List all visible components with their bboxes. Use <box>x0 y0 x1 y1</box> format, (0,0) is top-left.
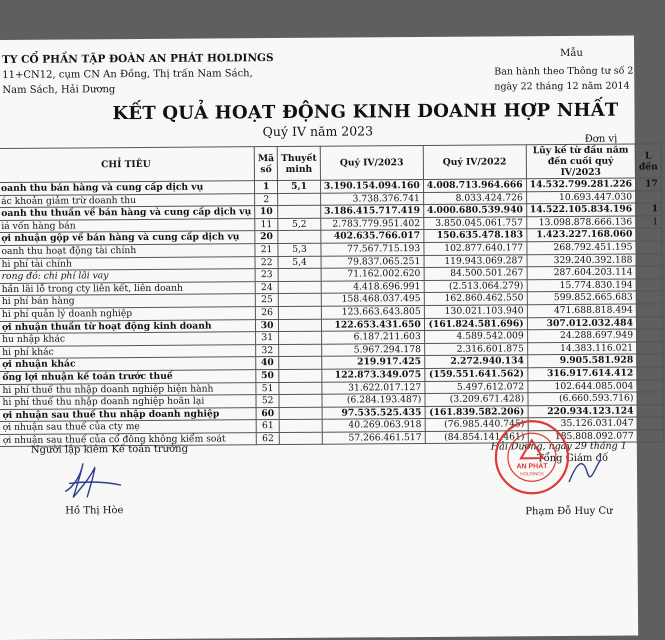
row-indicator: hi phí tài chính <box>0 256 255 270</box>
ceo-name: Phạm Đỗ Huy Cư <box>525 505 613 518</box>
row-q4-2022: 162.860.462.550 <box>424 292 527 305</box>
row-ytd-2023: 24.288.697.949 <box>527 329 636 342</box>
row-q4-2022: (2.513.064.279) <box>424 280 527 293</box>
preparer-signature <box>59 457 129 501</box>
company-address-line2: Nam Sách, Hải Dương <box>2 84 116 96</box>
row-indicator: ổng lợi nhuận kế toán trước thuế <box>0 370 256 384</box>
row-q4-2022: 4.008.713.964.666 <box>423 179 526 192</box>
row-code: 1 <box>255 181 278 194</box>
row-q4-2023: 5.967.294.178 <box>321 343 424 356</box>
row-q4-2022: 3.850.045.061.757 <box>423 217 526 230</box>
preparer-name: Hồ Thị Hòe <box>65 505 124 517</box>
row-q4-2023: (6.284.193.487) <box>322 394 425 407</box>
row-ytd-prev <box>637 392 663 405</box>
row-q4-2023: 57.266.461.517 <box>322 431 425 444</box>
row-code: 30 <box>256 319 279 332</box>
row-code: 2 <box>255 193 278 206</box>
row-code: 26 <box>255 306 278 319</box>
row-code: 51 <box>256 382 279 395</box>
row-q4-2023: 122.873.349.075 <box>322 368 425 381</box>
row-ytd-prev <box>636 279 662 292</box>
row-ytd-2023: 185.808.092.077 <box>528 430 637 443</box>
row-q4-2023: 71.162.002.620 <box>321 268 424 281</box>
row-ytd-prev <box>636 266 662 279</box>
row-note <box>278 294 321 307</box>
row-ytd-prev: 1 <box>636 216 662 229</box>
row-indicator: hi phí thuế thu nhập doanh nghiệp hiện hành <box>0 382 256 396</box>
row-q4-2022: 2.316.601.875 <box>424 343 527 356</box>
row-note: 5,2 <box>278 218 321 231</box>
row-code: 60 <box>256 407 279 420</box>
row-ytd-2023: 102.644.085.004 <box>528 380 637 393</box>
company-name: TY CỔ PHẦN TẬP ĐOÀN AN PHÁT HOLDINGS <box>2 52 274 66</box>
row-q4-2022: (76.985.440.745) <box>425 418 528 431</box>
row-q4-2022: 4.000.680.539.940 <box>423 204 526 217</box>
form-code: Mẫu <box>560 47 583 60</box>
row-indicator: oanh thu hoạt động tài chính <box>0 244 255 258</box>
row-note <box>278 205 321 218</box>
row-q4-2022: 84.500.501.267 <box>424 267 527 280</box>
row-code: 52 <box>256 395 279 408</box>
row-note <box>279 331 322 344</box>
row-code: 22 <box>255 256 278 269</box>
row-q4-2023: 158.468.037.495 <box>321 293 424 306</box>
row-note <box>279 319 322 332</box>
row-ytd-2023: 287.604.203.114 <box>527 266 636 279</box>
company-address-line1: 11+CN12, cụm CN An Đồng, Thị trấn Nam Sách, <box>2 68 253 81</box>
row-note <box>278 281 321 294</box>
row-indicator: ợi nhuận khác <box>0 357 256 371</box>
row-note <box>278 231 321 244</box>
row-q4-2022: 4.589.542.009 <box>424 330 527 343</box>
row-code: 62 <box>256 432 279 445</box>
header-note: Thuyết minh <box>277 146 320 180</box>
row-indicator: hu nhập khác <box>0 332 256 346</box>
row-code: 25 <box>255 294 278 307</box>
row-indicator: oanh thu thuần về bán hàng và cung cấp dịch vụ <box>0 206 255 220</box>
row-indicator: hi phí thuế thu nhập doanh nghiệp hoãn lại <box>0 395 256 409</box>
row-ytd-prev <box>636 228 662 241</box>
row-ytd-prev <box>636 253 662 266</box>
ceo-title: Tổng Giám đố <box>536 452 609 465</box>
row-ytd-2023: 471.688.818.494 <box>527 304 636 317</box>
report-title: KẾT QUẢ HOẠT ĐỘNG KINH DOANH HỢP NHẤT <box>112 99 619 125</box>
row-q4-2022: 102.877.640.177 <box>424 242 527 255</box>
row-q4-2023: 4.418.696.991 <box>321 280 424 293</box>
row-ytd-prev <box>636 241 662 254</box>
row-ytd-2023: 599.852.665.683 <box>527 291 636 304</box>
header-ytd-prev: L đến <box>635 144 661 178</box>
row-ytd-2023: 1.423.227.168.060 <box>526 228 635 241</box>
row-note <box>279 344 322 357</box>
row-code: 11 <box>255 218 278 231</box>
circular-date: ngày 22 tháng 12 năm 2014 <box>494 80 630 93</box>
row-q4-2023: 6.187.211.603 <box>321 331 424 344</box>
row-q4-2023: 77.567.715.193 <box>321 242 424 255</box>
row-q4-2023: 2.783.779.951.402 <box>321 217 424 230</box>
row-ytd-prev <box>637 405 663 418</box>
row-ytd-2023: 35.126.031.047 <box>528 417 637 430</box>
row-ytd-prev <box>636 316 662 329</box>
row-ytd-prev: 17 <box>635 178 661 191</box>
row-q4-2022: (161.839.582.206) <box>425 405 528 418</box>
row-indicator: ợi nhuận sau thuế của cổ đông không kiểm soát <box>0 433 256 447</box>
row-note <box>278 268 321 281</box>
row-ytd-2023: 10.693.447.030 <box>526 191 635 204</box>
row-ytd-prev <box>636 329 662 342</box>
company-seal <box>493 418 572 497</box>
row-ytd-prev <box>636 304 662 317</box>
row-code: 32 <box>256 344 279 357</box>
row-ytd-2023: 329.240.392.188 <box>527 254 636 267</box>
row-indicator: ác khoản giảm trừ doanh thu <box>0 193 255 207</box>
row-q4-2022: 8.033.424.726 <box>423 191 526 204</box>
row-code: 61 <box>256 420 279 433</box>
row-q4-2022: (3.209.671.428) <box>425 393 528 406</box>
row-code: 40 <box>256 357 279 370</box>
circular-reference: Ban hành theo Thông tư số 2 <box>494 65 634 78</box>
row-note <box>279 369 322 382</box>
row-q4-2023: 219.917.425 <box>322 356 425 369</box>
row-ytd-prev <box>636 291 662 304</box>
row-indicator: iá vốn hàng bán <box>0 218 255 232</box>
row-q4-2023: 79.837.065.251 <box>321 255 424 268</box>
row-ytd-2023: 316.917.614.412 <box>527 367 636 380</box>
row-note <box>278 193 321 206</box>
row-q4-2023: 3.190.154.094.160 <box>320 180 423 193</box>
row-code: 23 <box>255 269 278 282</box>
header-q4-2023: Quý IV/2023 <box>320 146 423 181</box>
row-q4-2022: (161.824.581.696) <box>424 317 527 330</box>
table-header-row <box>0 144 661 183</box>
row-note <box>279 306 322 319</box>
row-ytd-prev <box>637 354 663 367</box>
header-ytd-2023: Lũy kế từ đầu năm đến cuối quý IV/2023 <box>526 144 636 179</box>
row-q4-2022: 2.272.940.134 <box>424 355 527 368</box>
row-note <box>279 382 322 395</box>
row-ytd-2023: 9.905.581.928 <box>527 354 636 367</box>
row-q4-2023: 402.635.766.017 <box>321 230 424 243</box>
row-ytd-2023: 14.532.799.281.226 <box>526 178 635 191</box>
row-q4-2023: 123.663.643.805 <box>321 305 424 318</box>
row-q4-2022: 150.635.478.183 <box>424 229 527 242</box>
row-q4-2023: 3.186.415.717.419 <box>321 205 424 218</box>
row-indicator: ợi nhuận gộp về bán hàng và cung cấp dịch vụ <box>0 231 255 245</box>
header-code: Mã số <box>254 147 277 181</box>
row-indicator: ợi nhuận sau thuế của cty mẹ <box>0 420 256 434</box>
row-ytd-prev <box>637 342 663 355</box>
row-indicator: hi phí bán hàng <box>0 294 255 308</box>
row-ytd-2023: 268.792.451.195 <box>527 241 636 254</box>
header-indicator: CHỈ TIÊU <box>0 147 255 183</box>
row-indicator: hi phí khác <box>0 344 256 358</box>
row-note: 5,4 <box>278 256 321 269</box>
row-note <box>279 394 322 407</box>
header-q4-2022: Quý IV/2022 <box>423 145 526 180</box>
row-ytd-prev <box>637 367 663 380</box>
row-note <box>279 432 322 445</box>
row-code: 31 <box>256 332 279 345</box>
row-indicator: rong đó: chi phí lãi vay <box>0 269 255 283</box>
row-ytd-2023: 14.383.116.021 <box>527 342 636 355</box>
row-ytd-2023: 14.522.105.834.196 <box>526 203 635 216</box>
row-code: 50 <box>256 369 279 382</box>
row-note: 5,3 <box>278 243 321 256</box>
row-ytd-2023: (6.660.593.716) <box>528 392 637 405</box>
row-note <box>279 407 322 420</box>
row-q4-2022: 119.943.069.287 <box>424 254 527 267</box>
row-note <box>279 357 322 370</box>
row-q4-2022: 5.497.612.072 <box>425 380 528 393</box>
row-indicator: ợi nhuận sau thuế thu nhập doanh nghiệp <box>0 407 256 421</box>
row-q4-2023: 3.738.376.741 <box>320 192 423 205</box>
seal-sub: HOLDINGS <box>520 471 544 477</box>
preparer-title: Người lập kiêm Kế toán trưởng <box>30 443 188 456</box>
row-code: 24 <box>255 281 278 294</box>
row-q4-2022: 130.021.103.940 <box>424 305 527 318</box>
seal-brand: AN PHÁT <box>516 463 548 471</box>
row-ytd-prev <box>637 430 663 443</box>
income-statement-table <box>0 143 664 447</box>
row-q4-2022: (159.551.641.562) <box>425 368 528 381</box>
row-note: 5,1 <box>278 180 321 193</box>
row-q4-2022: (84.854.141.461) <box>425 431 528 444</box>
row-q4-2023: 31.622.017.127 <box>322 381 425 394</box>
document-page <box>0 36 659 640</box>
row-ytd-2023: 13.098.878.666.136 <box>526 216 635 229</box>
row-code: 21 <box>255 243 278 256</box>
report-period: Quý IV năm 2023 <box>262 123 374 140</box>
row-ytd-2023: 15.774.830.194 <box>527 279 636 292</box>
row-ytd-prev <box>636 190 662 203</box>
row-ytd-prev: 1 <box>636 203 662 216</box>
place-and-date: Hải Dương, ngày 29 tháng 1 <box>490 440 627 453</box>
row-ytd-prev <box>637 417 663 430</box>
row-note <box>279 420 322 433</box>
row-indicator: oanh thu bán hàng và cung cấp dịch vụ <box>0 181 255 195</box>
row-indicator: ợi nhuận thuần từ hoạt động kinh doanh <box>0 319 256 333</box>
currency-unit: Đơn vị <box>584 133 618 145</box>
row-q4-2023: 97.535.525.435 <box>322 406 425 419</box>
row-ytd-2023: 220.934.123.124 <box>528 405 637 418</box>
row-ytd-prev <box>637 379 663 392</box>
row-indicator: hần lãi lỗ trong cty liên kết, liên doanh <box>0 281 255 295</box>
row-q4-2023: 40.269.063.918 <box>322 419 425 432</box>
row-ytd-2023: 307.012.032.484 <box>527 317 636 330</box>
row-code: 20 <box>255 231 278 244</box>
row-q4-2023: 122.653.431.650 <box>321 318 424 331</box>
row-code: 10 <box>255 206 278 219</box>
row-indicator: hi phí quản lý doanh nghiệp <box>0 307 256 321</box>
